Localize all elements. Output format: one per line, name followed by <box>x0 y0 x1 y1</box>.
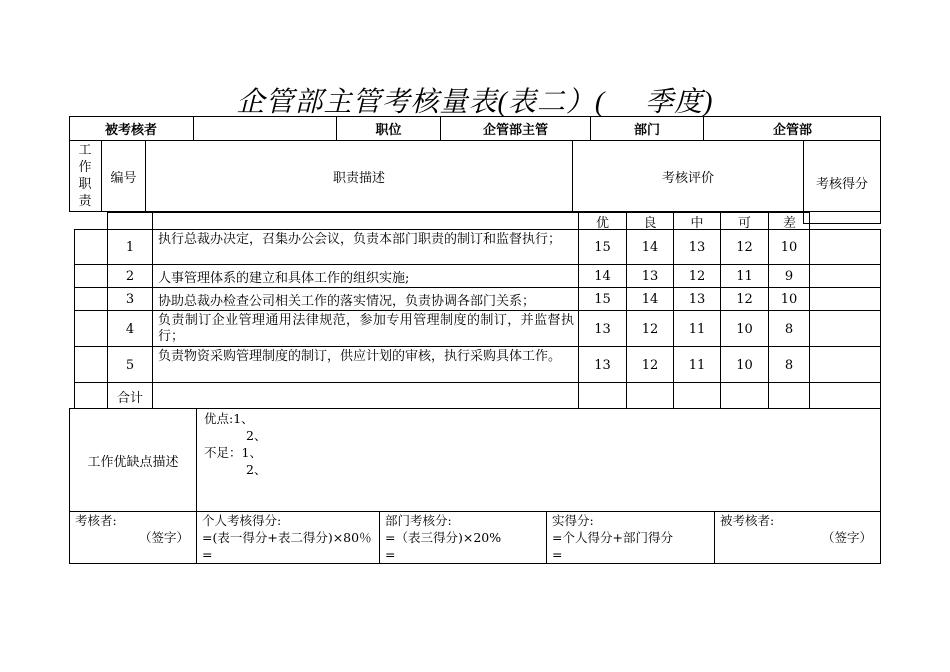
position-value: 企管部主管 <box>482 123 548 138</box>
footer-actual <box>552 512 712 562</box>
title-main: 企管部主管考核量表(表二）( <box>236 87 606 118</box>
personal-score-formula: =(表一得分+表二得分)×80％ <box>202 530 372 545</box>
dept-score-label: 部门考核分: <box>385 513 452 528</box>
grade-good: 良 <box>643 215 657 231</box>
merits-content[interactable] <box>204 410 504 510</box>
examinee-sign: （签字） <box>821 530 872 545</box>
examinee-value[interactable] <box>194 116 336 141</box>
row-3-score-average: 13 <box>688 292 706 307</box>
row-1-score-average: 13 <box>688 240 706 255</box>
row-4-description: 负责制订企业管理通用法律规范，参加专用管理制度的制订，并监督执行； <box>158 313 574 344</box>
merits-strength-2: 2、 <box>246 428 267 443</box>
row-4-score-fair: 10 <box>736 321 753 337</box>
total-score-input[interactable] <box>810 383 880 409</box>
actual-score-value[interactable]: = <box>552 547 563 562</box>
row-5-score-poor: 8 <box>784 357 794 373</box>
personal-score-label: 个人考核得分: <box>202 513 282 528</box>
actual-score-formula: =个人得分+部门得分 <box>552 530 673 545</box>
row-2-score-excellent: 14 <box>594 269 611 284</box>
row-3-number: 3 <box>125 292 135 307</box>
merits-strength-1: 优点:1、 <box>204 411 254 426</box>
row-1-score-good: 14 <box>641 240 659 255</box>
dept-score-formula: =（表三得分)×20% <box>385 530 502 545</box>
merits-label: 工作优缺点描述 <box>87 454 179 470</box>
row-5-score-input[interactable] <box>810 347 880 383</box>
actual-score-label: 实得分: <box>552 513 594 528</box>
row-3-score-good: 14 <box>641 292 659 307</box>
personal-score-value[interactable]: = <box>202 547 213 562</box>
row-1-score-excellent: 15 <box>594 240 611 255</box>
row-5-score-fair: 10 <box>736 357 753 373</box>
dept-label: 部门 <box>633 123 660 138</box>
grade-fair: 可 <box>737 215 751 231</box>
dept-score-value[interactable]: = <box>385 547 396 562</box>
number-header: 编号 <box>110 170 137 186</box>
merits-weakness-2: 2、 <box>246 462 267 477</box>
examiner-sign: （签字） <box>138 530 189 545</box>
row-2-score-average: 12 <box>688 269 706 284</box>
row-3-score-input[interactable] <box>810 288 880 311</box>
title-quarter: 季度) <box>645 87 714 118</box>
examinee-sign-label: 被考核者: <box>720 513 775 528</box>
row-1-number: 1 <box>125 240 135 255</box>
row-5-description: 负责物资采购管理制度的制订，供应计划的审核，执行采购具体工作。 <box>158 349 562 364</box>
grade-poor: 差 <box>782 215 796 231</box>
examinee-label: 被考核者 <box>104 123 157 138</box>
position-label: 职位 <box>375 123 402 138</box>
row-2-score-good: 13 <box>641 269 659 284</box>
row-4-score-input[interactable] <box>810 311 880 347</box>
row-5-score-average: 11 <box>688 357 706 373</box>
footer-personal <box>202 512 378 562</box>
row-3-score-fair: 12 <box>736 292 753 307</box>
duty-header: 工 作 职 责 <box>78 143 92 209</box>
row-1-score-input[interactable] <box>810 230 880 265</box>
footer-dept <box>385 512 545 562</box>
row-4-score-average: 11 <box>688 321 706 337</box>
row-5-score-good: 12 <box>641 357 659 373</box>
page-title <box>0 80 950 120</box>
grade-average: 中 <box>690 215 704 231</box>
row-4-score-good: 12 <box>641 321 659 337</box>
row-4-number: 4 <box>125 321 135 337</box>
row-5-number: 5 <box>125 357 135 373</box>
score-header: 考核得分 <box>815 176 868 192</box>
grade-excellent: 优 <box>595 215 609 231</box>
row-2-score-poor: 9 <box>784 269 794 284</box>
merits-weakness-1: 不足：1、 <box>204 445 262 460</box>
description-header: 职责描述 <box>332 170 385 186</box>
row-3-score-excellent: 15 <box>594 292 611 307</box>
row-1-score-poor: 10 <box>780 240 798 255</box>
row-1-description: 执行总裁办决定，召集办公会议，负责本部门职责的制订和监督执行； <box>158 232 562 247</box>
row-5-score-excellent: 13 <box>594 357 611 373</box>
footer-examinee[interactable] <box>720 512 880 562</box>
row-2-description: 人事管理体系的建立和具体工作的组织实施; <box>158 271 410 286</box>
row-4-score-poor: 8 <box>784 321 794 337</box>
row-2-number: 2 <box>125 269 135 284</box>
evaluation-header: 考核评价 <box>661 170 714 186</box>
total-label: 合计 <box>116 390 143 406</box>
row-3-score-poor: 10 <box>780 292 798 307</box>
dept-value: 企管部 <box>772 123 812 138</box>
footer-examiner[interactable] <box>75 512 195 562</box>
row-1-score-fair: 12 <box>736 240 753 255</box>
examiner-label: 考核者: <box>75 513 117 528</box>
row-2-score-input[interactable] <box>810 265 880 288</box>
row-3-description: 协助总裁办检查公司相关工作的落实情况，负责协调各部门关系； <box>158 294 536 309</box>
row-4-score-excellent: 13 <box>594 321 611 337</box>
row-2-score-fair: 11 <box>736 269 753 284</box>
